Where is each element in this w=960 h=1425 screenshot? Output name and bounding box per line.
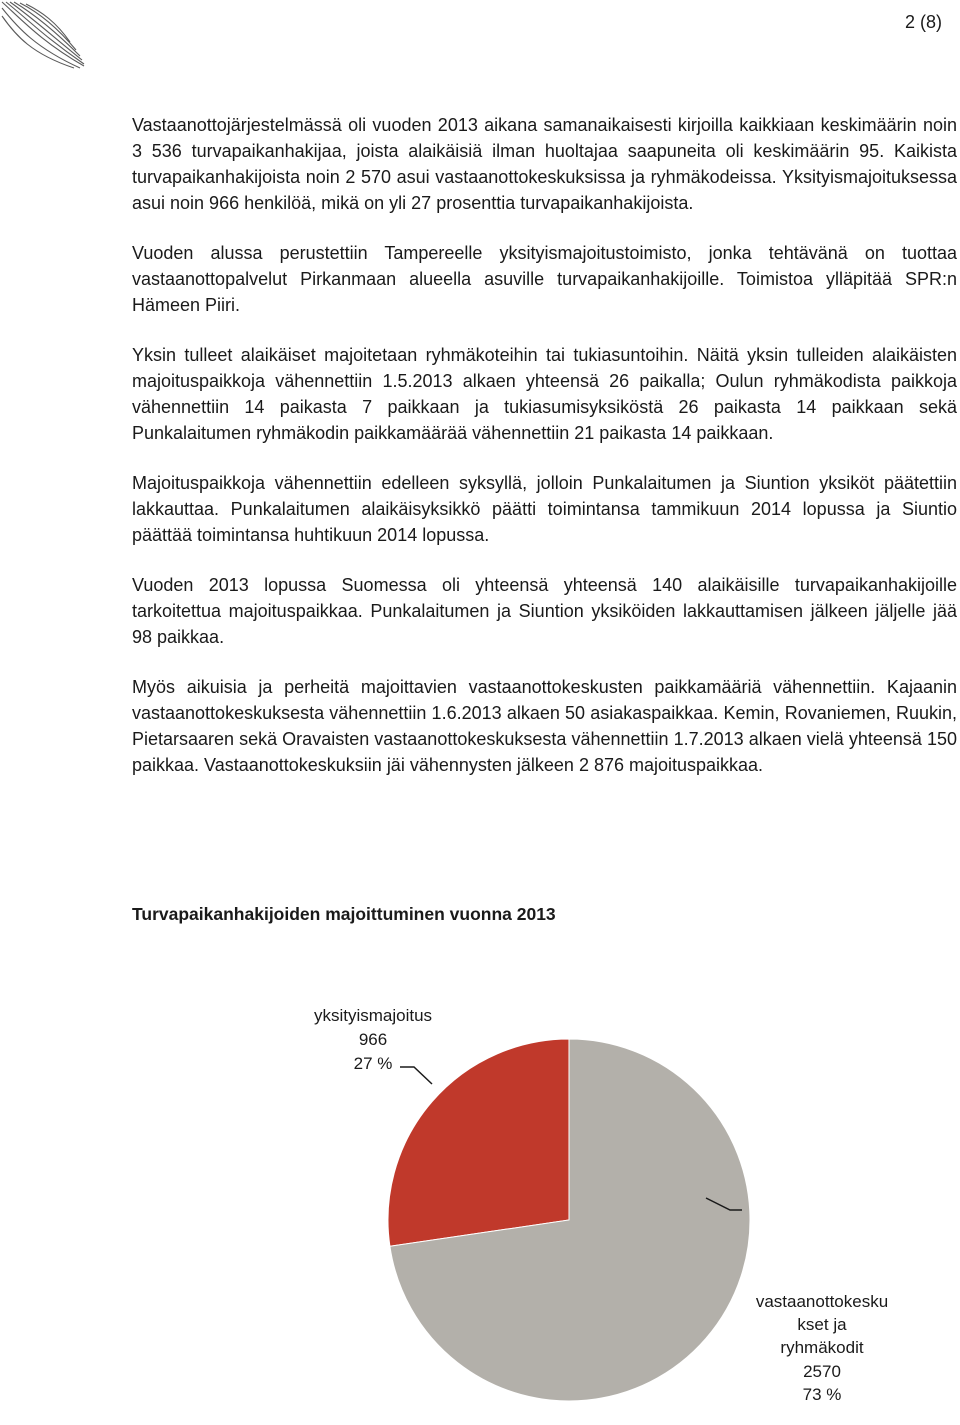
paragraph: Vuoden alussa perustettiin Tampereelle yksityismajoitustoimisto, jonka tehtävänä on tuottaa vastaanottopalvelut Pirkanmaan alueella asuville turvapaikanhakijoille. Toimistoa ylläpitää SPR:n Hämeen Piiri. xyxy=(132,243,957,315)
slice-label-line: yksityismajoitus xyxy=(313,1006,433,1025)
paragraph: Yksin tulleet alaikäiset majoitetaan ryhmäkoteihin tai tukiasuntoihin. Näitä yksin tulleiden alaikäisten majoituspaikkoja vähennettiin 1.5.2013 alkaen yhteensä 26 paikalla; Oulun ryhmäkodista paikkoja vähennettiin 14 paikasta 7 paikkaan ja tukiasumisyksiköstä 26 paikasta 14 paikkaan sekä Punkalaitumen ryhmäkodin paikkamäärää vähennettiin 21 paikasta 14 paikkaan. xyxy=(132,345,957,443)
paragraph: Majoituspaikkoja vähennettiin edelleen syksyllä, jolloin Punkalaitumen ja Siuntion yksiköt päätettiin lakkauttaa. Punkalaitumen alaikäisyksikkö päätti toimintansa tammikuun 2014 lopussa ja Siuntio päättää toimintansa huhtikuun 2014 lopussa. xyxy=(132,473,957,545)
slice-label-line: ryhmäkodit xyxy=(780,1338,864,1357)
pie-slice-yksityismajoitus xyxy=(388,1039,569,1246)
data-label-vastaanottokeskukset xyxy=(756,1292,888,1404)
bird-wing-logo-icon xyxy=(0,0,90,70)
body-text xyxy=(132,112,957,802)
pie-chart xyxy=(0,990,960,1425)
paragraph: Vastaanottojärjestelmässä oli vuoden 2013 aikana samanaikaisesti kirjoilla kaikkiaan keskimäärin noin 3 536 turvapaikanhakijaa, joista alaikäisiä ilman huoltajaa saapuneita oli keskimäärin 95. Kaikista turvapaikanhakijoista noin 2 570 asui vastaanottokeskuksissa ja ryhmäkodeissa. Yksityismajoituksessa asui noin 966 henkilöä, mikä on yli 27 prosenttia turvapaikanhakijoista. xyxy=(132,115,957,213)
chart-title: Turvapaikanhakijoiden majoittuminen vuonna 2013 xyxy=(132,904,556,924)
leader-line-yksityismajoitus xyxy=(400,1067,432,1084)
slice-value: 966 xyxy=(358,1030,388,1049)
slice-label-line: kset ja xyxy=(797,1315,847,1334)
data-label-yksityismajoitus xyxy=(314,1006,432,1073)
slice-label-line: vastaanottokesku xyxy=(755,1292,889,1311)
slice-percent: 73 % xyxy=(802,1385,842,1404)
paragraph: Myös aikuisia ja perheitä majoittavien vastaanottokeskusten paikkamääriä vähennettiin. Kajaanin vastaanottokeskuksesta vähennettiin 1.6.2013 alkaen 50 asiakaspaikkaa. Kemin, Rovaniemen, Ruukin, Pietarsaaren sekä Oravaisten vastaanottokeskuksesta vähennettiin 1.7.2013 alkaen vielä yhteensä 150 paikkaa. Vastaanottokeskuksiin jäi vähennysten jälkeen 2 876 majoituspaikkaa. xyxy=(132,677,957,775)
slice-percent: 27 % xyxy=(353,1054,393,1073)
paragraph: Vuoden 2013 lopussa Suomessa oli yhteensä yhteensä 140 alaikäisille turvapaikanhakijoille tarkoitettua majoituspaikkaa. Punkalaitumen ja Siuntion yksiköiden lakkauttamisen jälkeen jäljelle jää 98 paikkaa. xyxy=(132,575,957,647)
slice-value: 2570 xyxy=(803,1362,841,1381)
page-number: 2 (8) xyxy=(904,12,942,32)
